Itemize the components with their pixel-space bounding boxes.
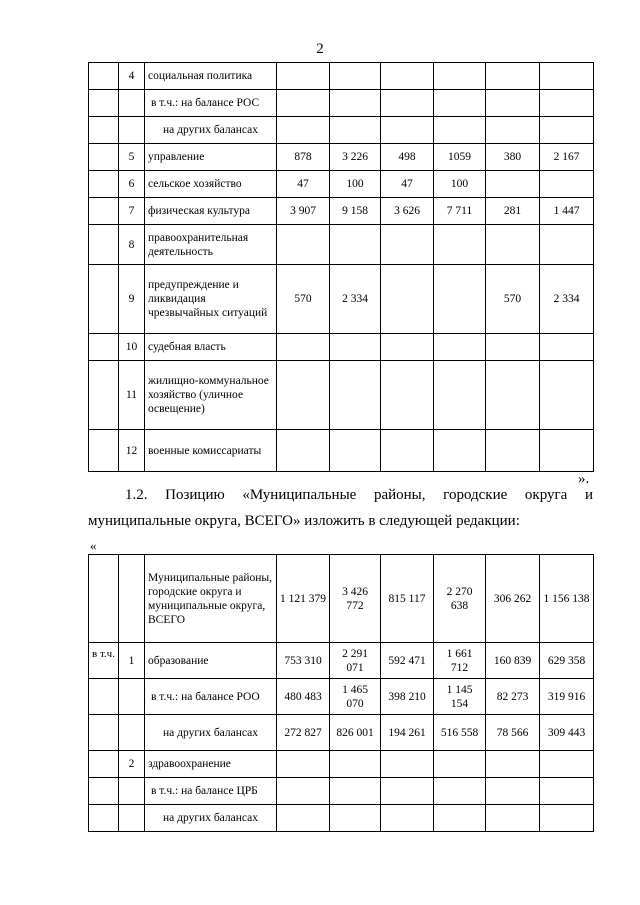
page-number: 2 [316,41,324,57]
row-index-cell: 12 [119,430,145,472]
value-cell [434,63,486,90]
row-prefix-cell [89,555,119,643]
value-cell: 1059 [434,144,486,171]
value-cell [434,90,486,117]
row-index-cell: 8 [119,225,145,265]
row-name-cell: правоохранительная деятельность [145,225,277,265]
row-prefix-cell [89,361,119,430]
value-cell: 82 273 [486,679,540,715]
row-prefix-cell [89,334,119,361]
value-cell [277,751,330,778]
row-name-cell: на других балансах [145,715,277,751]
value-cell [434,265,486,334]
row-prefix-cell [89,430,119,472]
table-row [89,90,594,117]
row-index-cell [119,715,145,751]
value-cell: 319 916 [540,679,594,715]
value-cell [330,778,381,805]
value-cell: 570 [486,265,540,334]
value-cell [277,361,330,430]
table-row [89,171,594,198]
row-prefix-cell [89,778,119,805]
value-cell [330,334,381,361]
table-row [89,361,594,430]
row-index-cell [119,778,145,805]
row-prefix-cell [89,265,119,334]
row-index-cell: 5 [119,144,145,171]
row-name-cell: жилищно-коммунальное хозяйство (уличное освещение) [145,361,277,430]
value-cell: 2 334 [540,265,594,334]
value-cell: 1 465 070 [330,679,381,715]
table-top-body [89,63,594,472]
opening-quote: « [90,538,97,553]
table-row [89,805,594,832]
row-name-cell: управление [145,144,277,171]
value-cell: 47 [381,171,434,198]
value-cell: 7 711 [434,198,486,225]
value-cell [381,63,434,90]
row-prefix-cell: в т.ч. [89,643,119,679]
row-name-cell: в т.ч.: на балансе РОО [145,679,277,715]
row-index-cell: 2 [119,751,145,778]
row-index-cell: 9 [119,265,145,334]
closing-quote: ». [578,471,590,487]
value-cell: 2 167 [540,144,594,171]
table-row [89,265,594,334]
value-cell [381,751,434,778]
value-cell [486,778,540,805]
value-cell [381,265,434,334]
row-index-cell: 6 [119,171,145,198]
row-name-cell: сельское хозяйство [145,171,277,198]
row-name-cell: судебная власть [145,334,277,361]
row-index-cell [119,117,145,144]
value-cell [486,171,540,198]
row-index-cell: 4 [119,63,145,90]
row-prefix-cell [89,117,119,144]
value-cell: 47 [277,171,330,198]
table-row [89,715,594,751]
value-cell [381,117,434,144]
row-index-cell: 1 [119,643,145,679]
value-cell [540,430,594,472]
table-row [89,643,594,679]
table-row [89,778,594,805]
budget-table-bottom [88,554,594,832]
value-cell [486,361,540,430]
value-cell: 570 [277,265,330,334]
value-cell [434,225,486,265]
value-cell: 815 117 [381,555,434,643]
value-cell: 9 158 [330,198,381,225]
value-cell: 160 839 [486,643,540,679]
value-cell: 100 [330,171,381,198]
value-cell: 826 001 [330,715,381,751]
row-prefix-cell [89,679,119,715]
value-cell [540,63,594,90]
row-prefix-cell [89,144,119,171]
row-name-cell: в т.ч.: на балансе ЦРБ [145,778,277,805]
value-cell [330,225,381,265]
table-row [89,751,594,778]
value-cell: 3 426 772 [330,555,381,643]
value-cell [330,63,381,90]
value-cell: 100 [434,171,486,198]
value-cell [330,90,381,117]
table-bottom-body [89,555,594,832]
value-cell: 398 210 [381,679,434,715]
value-cell [540,778,594,805]
value-cell: 1 156 138 [540,555,594,643]
table-row [89,679,594,715]
value-cell [277,225,330,265]
value-cell: 194 261 [381,715,434,751]
value-cell [486,63,540,90]
row-index-cell [119,679,145,715]
value-cell [540,90,594,117]
table-row [89,144,594,171]
value-cell: 498 [381,144,434,171]
value-cell [381,361,434,430]
value-cell [277,430,330,472]
table-row [89,430,594,472]
value-cell: 753 310 [277,643,330,679]
value-cell [434,117,486,144]
value-cell [330,430,381,472]
value-cell [540,361,594,430]
value-cell [330,805,381,832]
value-cell [486,90,540,117]
table-row [89,225,594,265]
row-index-cell [119,90,145,117]
paragraph-line-1: 1.2. Позицию «Муниципальные районы, городские округа и [125,487,593,503]
value-cell: 480 483 [277,679,330,715]
value-cell [277,805,330,832]
row-index-cell: 7 [119,198,145,225]
value-cell [277,63,330,90]
table-row [89,63,594,90]
value-cell [434,778,486,805]
row-name-cell: на других балансах [145,805,277,832]
value-cell [381,778,434,805]
value-cell: 2 270 638 [434,555,486,643]
row-name-cell: физическая культура [145,198,277,225]
row-name-cell: военные комиссариаты [145,430,277,472]
value-cell [330,117,381,144]
value-cell [434,361,486,430]
value-cell: 2 291 071 [330,643,381,679]
table-row [89,555,594,643]
row-name-cell: в т.ч.: на балансе РОС [145,90,277,117]
value-cell: 592 471 [381,643,434,679]
paragraph-line-2: муниципальные округа, ВСЕГО» изложить в следующей редакции: [88,513,520,529]
row-prefix-cell [89,805,119,832]
value-cell: 3 907 [277,198,330,225]
value-cell: 306 262 [486,555,540,643]
row-index-cell [119,805,145,832]
value-cell [434,334,486,361]
table-row [89,334,594,361]
value-cell [434,805,486,832]
value-cell [277,778,330,805]
row-index-cell: 11 [119,361,145,430]
value-cell [540,117,594,144]
value-cell [330,361,381,430]
value-cell [381,805,434,832]
value-cell: 2 334 [330,265,381,334]
value-cell: 1 145 154 [434,679,486,715]
value-cell [434,751,486,778]
row-prefix-cell [89,63,119,90]
row-name-cell: Муниципальные районы, городские округа и муниципальные округа, ВСЕГО [145,555,277,643]
value-cell [330,751,381,778]
budget-table-top [88,62,594,472]
value-cell: 272 827 [277,715,330,751]
value-cell [277,334,330,361]
value-cell [540,751,594,778]
value-cell [381,225,434,265]
value-cell: 281 [486,198,540,225]
value-cell [540,805,594,832]
value-cell: 309 443 [540,715,594,751]
value-cell [434,430,486,472]
value-cell [540,171,594,198]
value-cell: 380 [486,144,540,171]
value-cell [277,90,330,117]
value-cell [486,751,540,778]
row-name-cell: социальная политика [145,63,277,90]
row-name-cell: на других балансах [145,117,277,144]
value-cell [381,90,434,117]
value-cell: 878 [277,144,330,171]
value-cell [486,805,540,832]
value-cell: 1 447 [540,198,594,225]
value-cell: 516 558 [434,715,486,751]
value-cell: 629 358 [540,643,594,679]
value-cell [540,225,594,265]
value-cell: 1 661 712 [434,643,486,679]
row-prefix-cell [89,751,119,778]
table-row [89,117,594,144]
value-cell [381,430,434,472]
row-prefix-cell [89,90,119,117]
value-cell [486,334,540,361]
row-index-cell: 10 [119,334,145,361]
row-name-cell: предупреждение и ликвидация чрезвычайных ситуаций [145,265,277,334]
row-prefix-cell [89,171,119,198]
value-cell: 3 226 [330,144,381,171]
row-prefix-cell [89,715,119,751]
value-cell [486,430,540,472]
value-cell [486,225,540,265]
value-cell: 1 121 379 [277,555,330,643]
table-row [89,198,594,225]
value-cell [381,334,434,361]
value-cell [540,334,594,361]
value-cell [277,117,330,144]
row-name-cell: образование [145,643,277,679]
row-prefix-cell [89,198,119,225]
value-cell [486,117,540,144]
row-index-cell [119,555,145,643]
row-name-cell: здравоохранение [145,751,277,778]
value-cell: 78 566 [486,715,540,751]
row-prefix-cell [89,225,119,265]
value-cell: 3 626 [381,198,434,225]
